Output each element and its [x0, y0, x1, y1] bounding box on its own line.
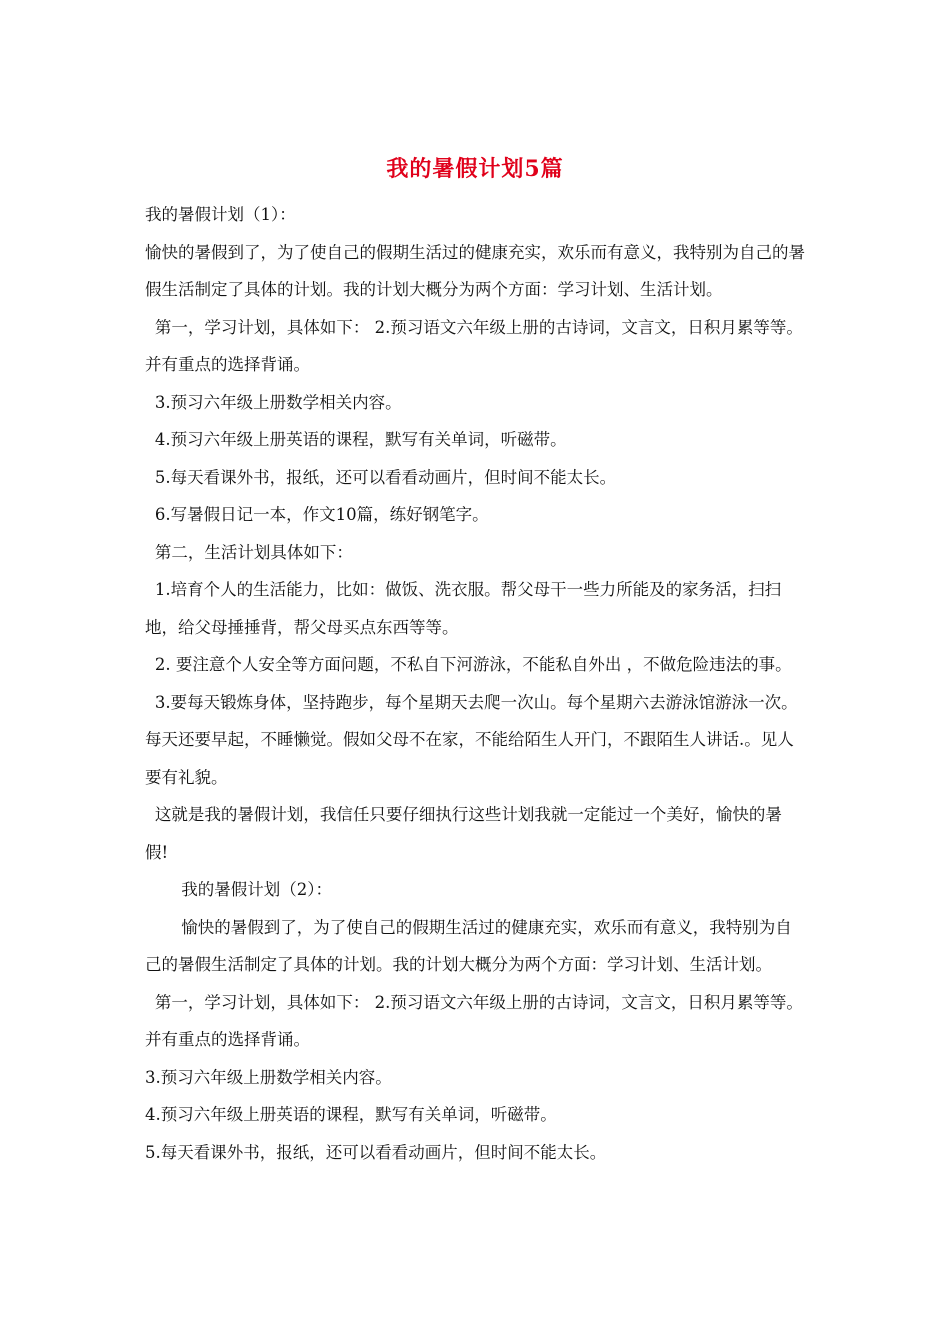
paragraph: 愉快的暑假到了，为了使自己的假期生活过的健康充实，欢乐而有意义，我特别为自己的暑假生活制定了具体的计划。我的计划大概分为两个方面：学习计划、生活计划。	[145, 242, 805, 299]
paragraph: 愉快的暑假到了，为了使自己的假期生活过的健康充实，欢乐而有意义，我特别为自己的暑假生活制定了具体的计划。我的计划大概分为两个方面：学习计划、生活计划。	[145, 917, 792, 974]
paragraph: 6.写暑假日记一本，作文10篇，练好钢笔字。	[154, 505, 489, 524]
paragraph: 1.培育个人的生活能力，比如：做饭、洗衣服。帮父母干一些力所能及的家务活，扫扫地，给父母捶捶背，帮父母买点东西等等。	[145, 580, 782, 637]
paragraph: 第二，生活计划具体如下：	[154, 542, 353, 562]
paragraph: 3.要每天锻炼身体，坚持跑步，每个星期天去爬一次山。每个星期六去游泳馆游泳一次。每天还要早起，不睡懒觉。假如父母不在家，不能给陌生人开门，不跟陌生人讲话.。见人要有礼貌。	[145, 692, 798, 787]
paragraph: 第一，学习计划，具体如下： 2.预习语文六年级上册的古诗词，文言文，日积月累等等。并有重点的选择背诵。	[145, 992, 803, 1049]
paragraph: 3.预习六年级上册数学相关内容。	[154, 392, 402, 412]
paragraph: 4.预习六年级上册英语的课程，默写有关单词，听磁带。	[145, 1105, 557, 1124]
paragraph: 我的暑假计划（1）：	[145, 205, 296, 224]
paragraph: 第一，学习计划，具体如下： 2.预习语文六年级上册的古诗词，文言文，日积月累等等。并有重点的选择背诵。	[145, 317, 803, 374]
paragraph: 5.每天看课外书，报纸，还可以看看动画片，但时间不能太长。	[145, 1142, 607, 1162]
paragraph: 3.预习六年级上册数学相关内容。	[145, 1067, 392, 1087]
paragraph: 这就是我的暑假计划，我信任只要仔细执行这些计划我就一定能过一个美好，愉快的暑假!	[145, 805, 782, 862]
paragraph: 5.每天看课外书，报纸，还可以看看动画片，但时间不能太长。	[154, 467, 617, 487]
paragraph: 2. 要注意个人安全等方面问题，不私自下河游泳，不能私自外出 ，不做危险违法的事。	[154, 655, 792, 674]
paragraph: 4.预习六年级上册英语的课程，默写有关单词，听磁带。	[154, 430, 567, 449]
document-body	[145, 196, 805, 1171]
document-title: 我的暑假计划5篇	[386, 156, 564, 182]
paragraph: 我的暑假计划（2）：	[181, 880, 333, 899]
